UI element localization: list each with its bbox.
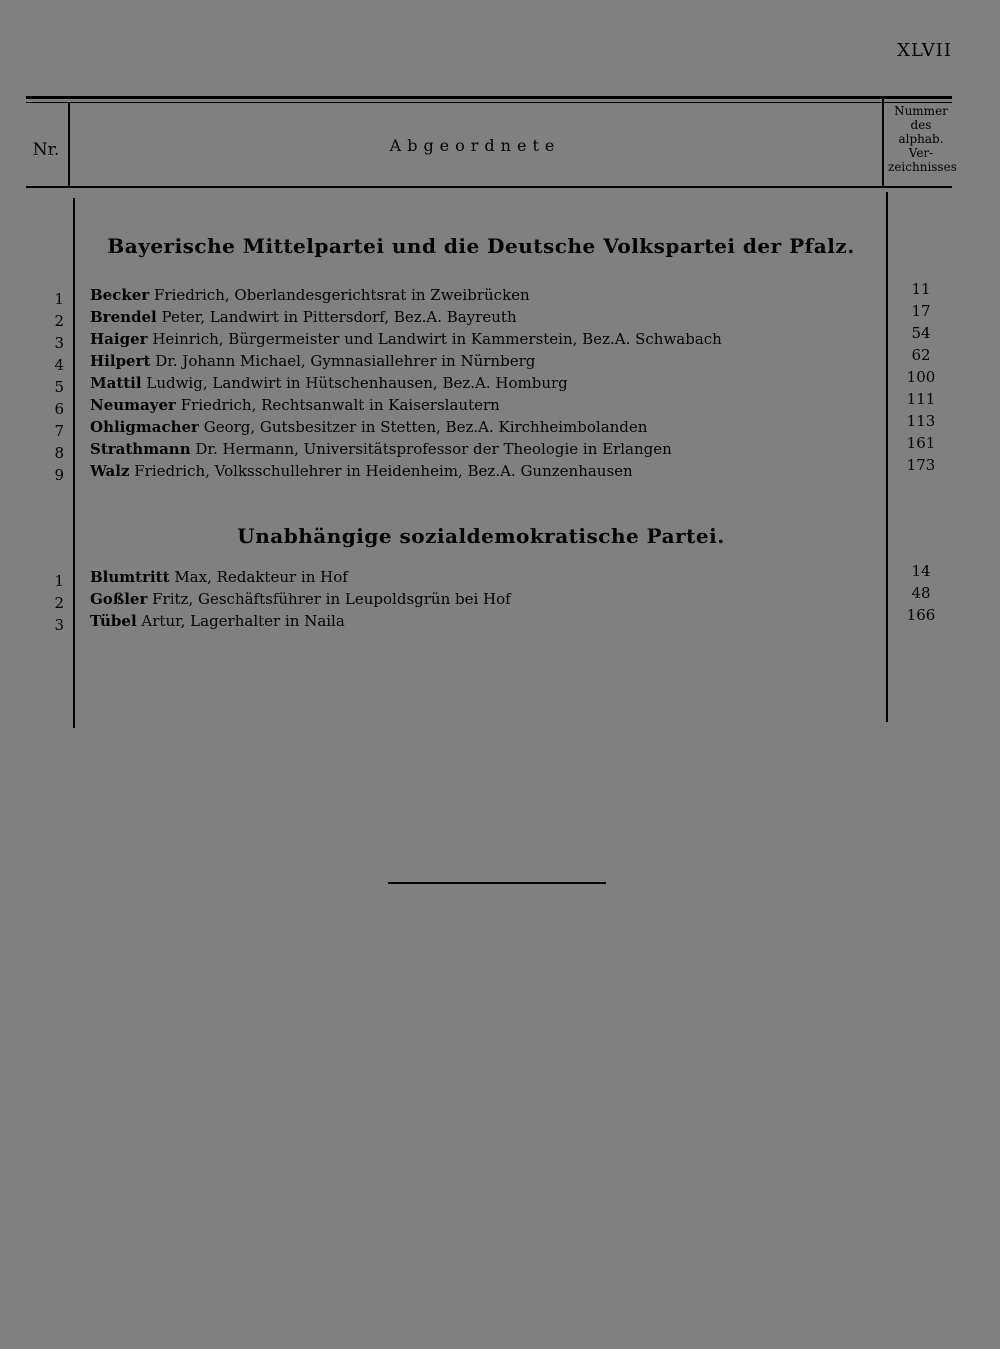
table-row xyxy=(0,368,1000,396)
row-name xyxy=(90,286,530,304)
table-row xyxy=(0,302,1000,330)
row-details: Peter, Landwirt in Pittersdorf, Bez.A. Bayreuth xyxy=(161,308,517,326)
row-index-number: 14 xyxy=(911,562,931,580)
row-surname: Strathmann xyxy=(90,440,191,458)
row-surname: Neumayer xyxy=(90,396,176,414)
row-nr: 2 xyxy=(54,594,64,612)
row-name xyxy=(90,352,535,370)
header-abgeordnete: Abgeordnete xyxy=(389,136,561,155)
row-name xyxy=(90,590,511,608)
row-nr: 5 xyxy=(54,378,64,396)
header-bottom-rule xyxy=(26,186,952,188)
row-details: Friedrich, Oberlandesgerichtsrat in Zweibrücken xyxy=(153,286,530,304)
table-row xyxy=(0,346,1000,374)
row-nr: 1 xyxy=(54,572,64,590)
header-divider-right xyxy=(882,98,884,188)
row-nr: 9 xyxy=(54,466,64,484)
row-details: Fritz, Geschäftsführer in Leupoldsgrün bei Hof xyxy=(152,590,511,608)
row-name xyxy=(90,374,568,392)
row-name xyxy=(90,440,672,458)
table-row xyxy=(0,280,1000,308)
closing-rule xyxy=(388,882,606,884)
row-index-number: 48 xyxy=(911,584,931,602)
row-name xyxy=(90,308,517,326)
row-name xyxy=(90,462,633,480)
header-nummer-line: alphab. xyxy=(898,132,944,146)
row-nr: 8 xyxy=(54,444,64,462)
row-surname: Tübel xyxy=(90,612,137,630)
row-name xyxy=(90,568,348,586)
top-rule-thick xyxy=(26,96,952,99)
row-details: Max, Redakteur in Hof xyxy=(174,568,348,586)
header-nummer-line: des xyxy=(910,118,932,132)
table-row xyxy=(0,606,1000,634)
header-nummer-line: zeichnisses xyxy=(888,160,957,174)
table-row xyxy=(0,584,1000,612)
table-row xyxy=(0,562,1000,590)
row-nr: 7 xyxy=(54,422,64,440)
row-details: Friedrich, Volksschullehrer in Heidenheim, Bez.A. Gunzenhausen xyxy=(134,462,633,480)
row-name xyxy=(90,330,722,348)
row-surname: Goßler xyxy=(90,590,148,608)
table-row xyxy=(0,390,1000,418)
row-index-number: 100 xyxy=(906,368,936,386)
row-surname: Mattil xyxy=(90,374,142,392)
header-divider-left xyxy=(68,102,70,188)
row-index-number: 11 xyxy=(911,280,931,298)
row-details: Ludwig, Landwirt in Hütschenhausen, Bez.A. Homburg xyxy=(146,374,568,392)
row-name xyxy=(90,612,345,630)
row-nr: 6 xyxy=(54,400,64,418)
row-name xyxy=(90,396,500,414)
row-index-number: 161 xyxy=(906,434,936,452)
row-surname: Walz xyxy=(90,462,130,480)
section-title: Unabhängige sozialdemokratische Partei. xyxy=(237,524,725,548)
row-surname: Hilpert xyxy=(90,352,151,370)
table-row xyxy=(0,324,1000,352)
row-index-number: 62 xyxy=(911,346,931,364)
top-rule-thin xyxy=(26,102,952,103)
row-surname: Brendel xyxy=(90,308,157,326)
row-index-number: 111 xyxy=(906,390,936,408)
header-nummer xyxy=(888,104,957,174)
row-surname: Blumtritt xyxy=(90,568,170,586)
row-index-number: 113 xyxy=(906,412,936,430)
row-details: Georg, Gutsbesitzer in Stetten, Bez.A. Kirchheimbolanden xyxy=(203,418,648,436)
table-row xyxy=(0,456,1000,484)
row-details: Friedrich, Rechtsanwalt in Kaiserslautern xyxy=(180,396,500,414)
row-index-number: 17 xyxy=(911,302,931,320)
row-index-number: 173 xyxy=(906,456,936,474)
row-nr: 4 xyxy=(54,356,64,374)
row-nr: 3 xyxy=(54,616,64,634)
row-index-number: 166 xyxy=(906,606,936,624)
row-surname: Haiger xyxy=(90,330,148,348)
row-nr: 3 xyxy=(54,334,64,352)
row-surname: Ohligmacher xyxy=(90,418,199,436)
header-nr: Nr. xyxy=(32,140,60,160)
section-title: Bayerische Mittelpartei und die Deutsche Volkspartei der Pfalz. xyxy=(107,234,855,258)
table-row xyxy=(0,412,1000,440)
row-index-number: 54 xyxy=(911,324,931,342)
row-nr: 2 xyxy=(54,312,64,330)
page-number: XLVII xyxy=(897,40,952,61)
row-details: Heinrich, Bürgermeister und Landwirt in Kammerstein, Bez.A. Schwabach xyxy=(152,330,722,348)
row-details: Dr. Johann Michael, Gymnasiallehrer in Nürnberg xyxy=(155,352,536,370)
row-surname: Becker xyxy=(90,286,150,304)
row-details: Dr. Hermann, Universitätsprofessor der Theologie in Erlangen xyxy=(195,440,672,458)
header-nummer-line: Nummer xyxy=(894,104,948,118)
table-row xyxy=(0,434,1000,462)
header-nummer-line: Ver- xyxy=(908,146,934,160)
row-details: Artur, Lagerhalter in Naila xyxy=(141,612,345,630)
row-nr: 1 xyxy=(54,290,64,308)
row-name xyxy=(90,418,647,436)
